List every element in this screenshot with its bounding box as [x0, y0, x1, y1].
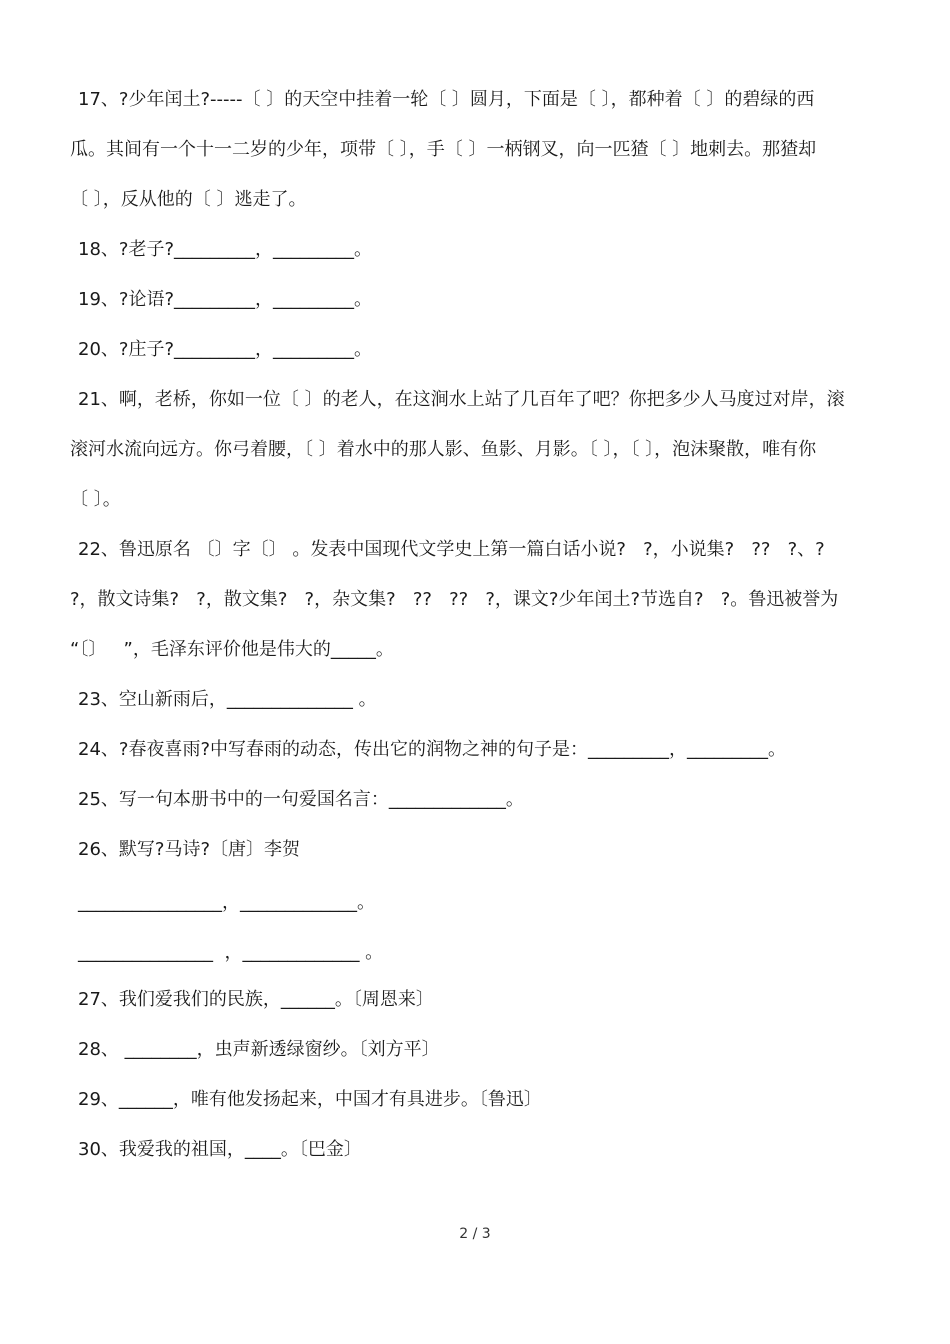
question-22-line-2: ?，散文诗集? ?，散文集? ?，杂文集? ?? ?? ?，课文?少年闰土?节选自? ?。鲁迅被誉为 [70, 589, 839, 610]
question-26-blank-line-2: _______________ ，_____________ 。 [78, 942, 384, 963]
question-30: 30、我爱我的祖国，____。〔巴金〕 [78, 1139, 362, 1160]
question-21-line-3: 〔 〕。 [70, 489, 121, 510]
question-23: 23、空山新雨后，______________ 。 [78, 689, 377, 710]
question-25: 25、写一句本册书中的一句爱国名言：_____________。 [78, 789, 524, 810]
question-28: 28、 ________，虫声新透绿窗纱。〔刘方平〕 [78, 1039, 440, 1060]
question-24: 24、?春夜喜雨?中写春雨的动态，传出它的润物之神的句子是：_________，_________。 [78, 739, 787, 760]
question-20: 20、?庄子?_________，_________。 [78, 339, 373, 360]
question-18: 18、?老子?_________，_________。 [78, 239, 373, 260]
question-17-line-3: 〔 〕，反从他的〔 〕逃走了。 [70, 189, 307, 210]
question-27: 27、我们爱我们的民族，______。〔周恩来〕 [78, 989, 434, 1010]
question-26-blank-line-1: ________________，_____________。 [78, 892, 375, 913]
question-19: 19、?论语?_________，_________。 [78, 289, 373, 310]
question-22-line-3: “〔〕 ”，毛泽东评价他是伟大的_____。 [70, 639, 394, 660]
question-21-line-2: 滚河水流向远方。你弓着腰，〔 〕着水中的那人影、鱼影、月影。〔 〕，〔 〕，泡沫聚散，唯有你 [70, 439, 817, 460]
question-17-line-1: 17、?少年闰土?-----〔 〕的天空中挂着一轮〔 〕圆月，下面是〔 〕，都种着〔 〕的碧绿的西 [78, 89, 815, 110]
question-17-line-2: 瓜。其间有一个十一二岁的少年，项带〔 〕，手〔 〕一柄钢叉，向一匹猹〔 〕地刺去。那猹却 [70, 139, 817, 160]
question-26: 26、默写?马诗?〔唐〕李贺 [78, 839, 301, 860]
question-21-line-1: 21、啊，老桥，你如一位〔 〕的老人，在这涧水上站了几百年了吧？你把多少人马度过对岸，滚 [78, 389, 845, 410]
question-22-line-1: 22、鲁迅原名 〔〕字〔〕 。发表中国现代文学史上第一篇白话小说? ?，小说集? ?? ?、? [78, 539, 825, 560]
question-29: 29、______，唯有他发扬起来，中国才有具进步。〔鲁迅〕 [78, 1089, 542, 1110]
page-number: 2 / 3 [459, 1226, 491, 1242]
